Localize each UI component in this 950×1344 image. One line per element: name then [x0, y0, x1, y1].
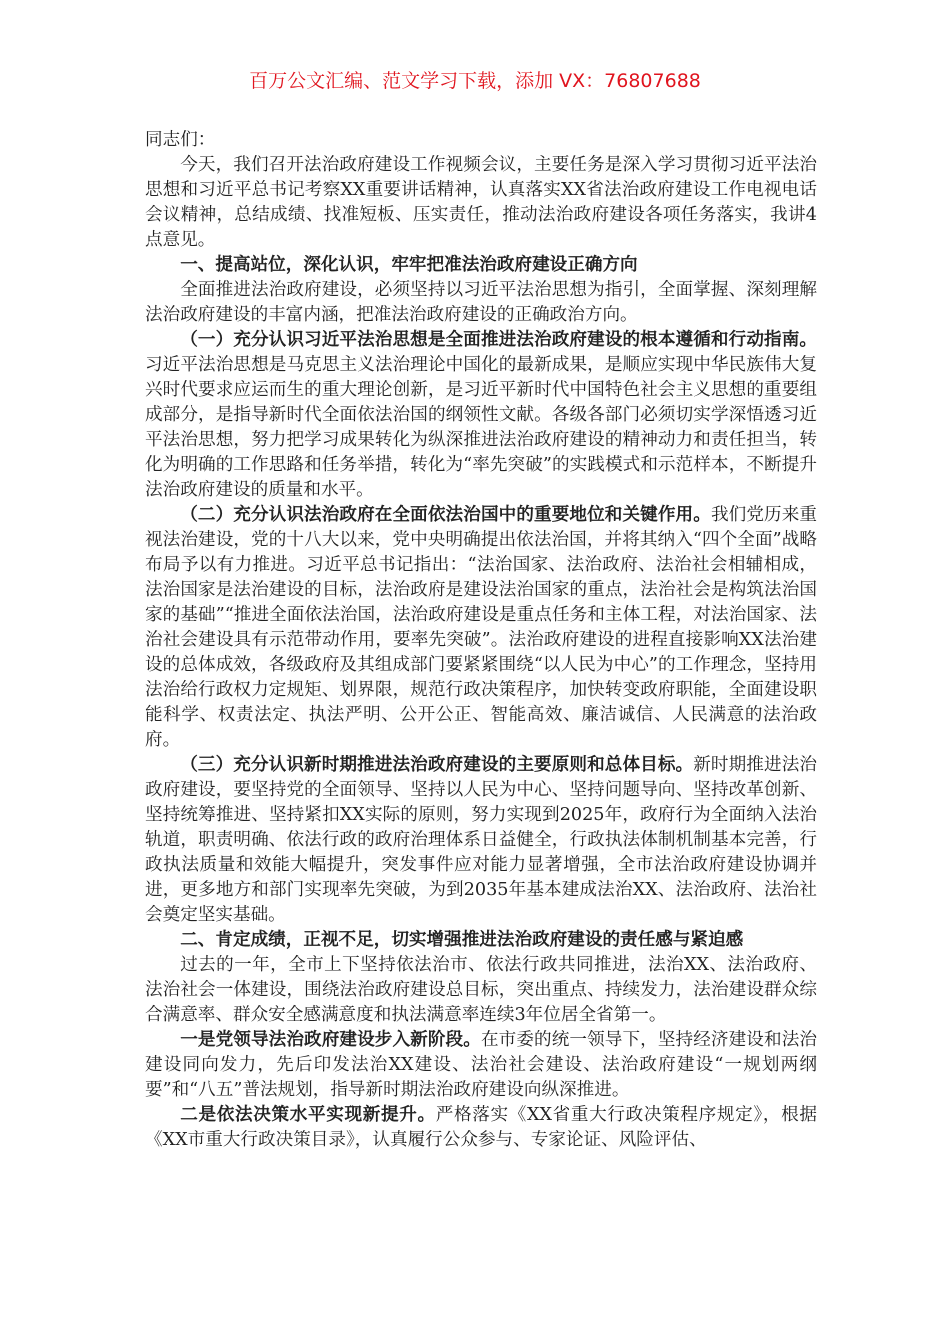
section-1-item-1 — [145, 328, 817, 503]
section-1-item-2 — [145, 503, 817, 753]
item-text: 严格落实《XX省重大行政决策程序规定》，根据《XX市重大行政决策目录》，认真履行公众参与、专家论证、风险评估、 — [145, 1105, 817, 1150]
section-2-lead: 过去的一年，全市上下坚持依法治市、依法行政共同推进，法治XX、法治政府、法治社会一体建设，围绕法治政府建设总目标，突出重点、持续发力，法治建设群众综合满意率、群众安全感满意度和执法满意率连续3年位居全省第一。 — [145, 955, 817, 1025]
section-2-heading: 二、肯定成绩，正视不足，切实增强推进法治政府建设的责任感与紧迫感 — [180, 930, 744, 950]
item-title: （一）充分认识习近平法治思想是全面推进法治政府建设的根本遵循和行动指南。 — [180, 330, 817, 350]
salutation: 同志们： — [145, 130, 216, 150]
item-text: 习近平法治思想是马克思主义法治理论中国化的最新成果，是顺应实现中华民族伟大复兴时代要求应运而生的重大理论创新，是习近平新时代中国特色社会主义思想的重要组成部分，是指导新时代全面依法治国的纲领性文献。各级各部门必须切实学深悟透习近平法治思想，努力把学习成果转化为纵深推进法治政府建设的精神动力和责任担当，转化为明确的工作思路和任务举措，转化为“率先突破”的实践模式和示范样本，不断提升法治政府建设的质量和水平。 — [145, 355, 817, 500]
section-1-lead: 全面推进法治政府建设，必须坚持以习近平法治思想为指引，全面掌握、深刻理解法治政府建设的丰富内涵，把准法治政府建设的正确政治方向。 — [145, 280, 817, 325]
item-text: 在市委的统一领导下，坚持经济建设和法治建设同向发力，先后印发法治XX建设、法治社会建设、法治政府建设“一规划两纲要”和“八五”普法规划，指导新时期法治政府建设向纵深推进。 — [145, 1030, 817, 1100]
document-body — [145, 128, 817, 1153]
promo-banner: 百万公文汇编、范文学习下载，添加 VX：76807688 — [249, 70, 701, 92]
intro-paragraph: 今天，我们召开法治政府建设工作视频会议，主要任务是深入学习贯彻习近平法治思想和习近平总书记考察XX重要讲话精神，认真落实XX省法治政府建设工作电视电话会议精神，总结成绩、找准短板、压实责任，推动法治政府建设各项任务落实，我讲4点意见。 — [145, 155, 817, 250]
item-text: 我们党历来重视法治建设，党的十八大以来，党中央明确提出依法治国，并将其纳入“四个全面”战略布局予以有力推进。习近平总书记指出：“法治国家、法治政府、法治社会相辅相成，法治国家是法治建设的目标，法治政府是建设法治国家的重点，法治社会是构筑法治国家的基础”“推进全面依法治国，法治政府建设是重点任务和主体工程，对法治国家、法治社会建设具有示范带动作用，要率先突破”。法治政府建设的进程直接影响XX法治建设的总体成效，各级政府及其组成部门要紧紧围绕“以人民为中心”的工作理念，坚持用法治给行政权力定规矩、划界限，规范行政决策程序，加快转变政府职能，全面建设职能科学、权责法定、执法严明、公开公正、智能高效、廉洁诚信、人民满意的法治政府。 — [145, 505, 817, 750]
item-title: 一是党领导法治政府建设步入新阶段。 — [180, 1030, 481, 1050]
item-title: 二是依法决策水平实现新提升。 — [180, 1105, 436, 1125]
section-1-heading: 一、提高站位，深化认识，牢牢把准法治政府建设正确方向 — [180, 255, 638, 275]
item-title: （二）充分认识法治政府在全面依法治国中的重要地位和关键作用。 — [180, 505, 711, 525]
section-2-item-2 — [145, 1103, 817, 1153]
section-2-item-1 — [145, 1028, 817, 1103]
item-title: （三）充分认识新时期推进法治政府建设的主要原则和总体目标。 — [180, 755, 694, 775]
section-1-item-3 — [145, 753, 817, 928]
item-text: 新时期推进法治政府建设，要坚持党的全面领导、坚持以人民为中心、坚持问题导向、坚持改革创新、坚持统筹推进、坚持紧扣XX实际的原则，努力实现到2025年，政府行为全面纳入法治轨道，职责明确、依法行政的政府治理体系日益健全，行政执法体制机制基本完善，行政执法质量和效能大幅提升，突发事件应对能力显著增强，全市法治政府建设协调并进，更多地方和部门实现率先突破，为到2035年基本建成法治XX、法治政府、法治社会奠定坚实基础。 — [145, 755, 817, 925]
